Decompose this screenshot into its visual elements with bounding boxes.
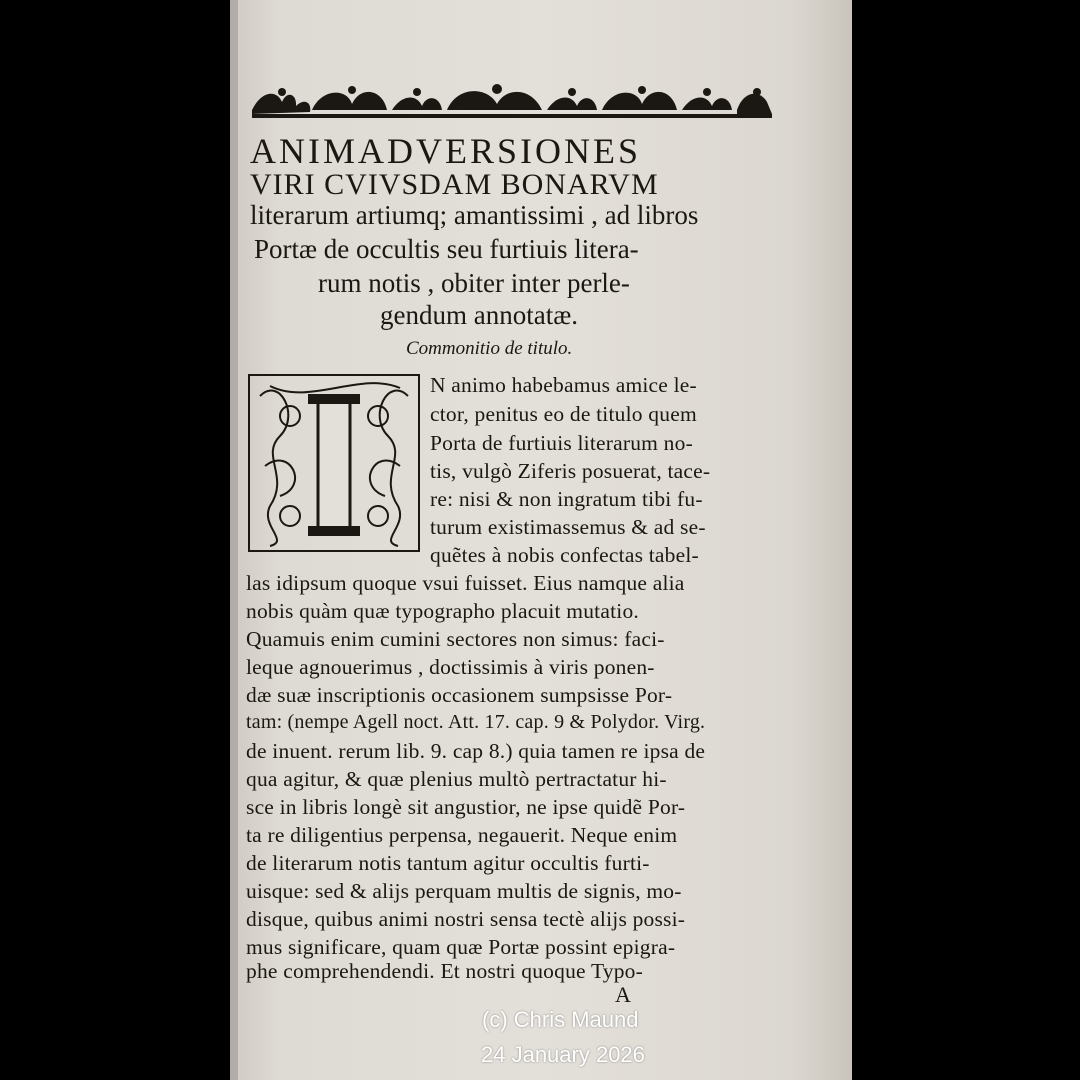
body-line: las idipsum quoque vsui fuisset. Eius namque alia — [246, 571, 685, 595]
section-caption: Commonitio de titulo. — [406, 338, 573, 359]
title-line-5: rum notis , obiter inter perle- — [318, 268, 630, 298]
body-line: tis, vulgò Ziferis posuerat, tace- — [430, 459, 711, 483]
body-line: phe comprehendendi. Et nostri quoque Typo- — [246, 959, 643, 983]
body-line: de inuent. rerum lib. 9. cap 8.) quia tamen re ipsa de — [246, 739, 706, 763]
body-line: leque agnouerimus , doctissimis à viris ponen- — [246, 655, 655, 679]
body-line: qua agitur, & quæ plenius multò pertractatur hi- — [246, 767, 667, 791]
body-line: sce in libris longè sit angustior, ne ipse quidẽ Por- — [246, 795, 686, 819]
decorated-initial — [248, 374, 420, 552]
title-line-2: VIRI CVIVSDAM BONARVM — [250, 168, 659, 201]
page-left-shadow — [230, 0, 238, 1080]
title-line-6: gendum annotatæ. — [380, 300, 578, 330]
credit-date: 24 January 2026 — [481, 1042, 645, 1067]
body-line: de literarum notis tantum agitur occultis furti- — [246, 851, 650, 875]
title-line-4: Portæ de occultis seu furtiuis litera- — [254, 234, 639, 264]
body-line: mus significare, quam quæ Portæ possint epigra- — [246, 935, 676, 959]
body-line: re: nisi & non ingratum tibi fu- — [430, 487, 703, 511]
body-line: disque, quibus animi nostri sensa tectè alijs possi- — [246, 907, 686, 931]
body-line: dæ suæ inscriptionis occasionem sumpsisse Por- — [246, 683, 673, 707]
signature-mark: A — [615, 982, 631, 1007]
book-page — [230, 0, 852, 1080]
body-line: ta re diligentius perpensa, negauerit. Neque enim — [246, 823, 678, 847]
body-line: tam: (nempe Agell noct. Att. 17. cap. 9 & Polydor. Virg. — [246, 711, 706, 733]
body-line: Porta de furtiuis literarum no- — [430, 431, 693, 455]
body-line: Quamuis enim cumini sectores non simus: faci- — [246, 627, 665, 651]
body-line: ctor, penitus eo de titulo quem — [430, 402, 697, 426]
title-line-3: literarum artiumq; amantissimi , ad libros — [250, 200, 699, 230]
title-line-1: ANIMADVERSIONES — [250, 131, 642, 171]
headpiece-ornament — [252, 80, 772, 124]
body-line: turum existimassemus & ad se- — [430, 515, 706, 539]
body-line: quẽtes à nobis confectas tabel- — [430, 543, 699, 567]
copyright-credit: (c) Chris Maund — [482, 1007, 639, 1032]
body-line: uisque: sed & alijs perquam multis de signis, mo- — [246, 879, 682, 903]
body-line: nobis quàm quæ typographo placuit mutatio. — [246, 599, 639, 623]
body-line: N animo habebamus amice le- — [430, 373, 697, 397]
